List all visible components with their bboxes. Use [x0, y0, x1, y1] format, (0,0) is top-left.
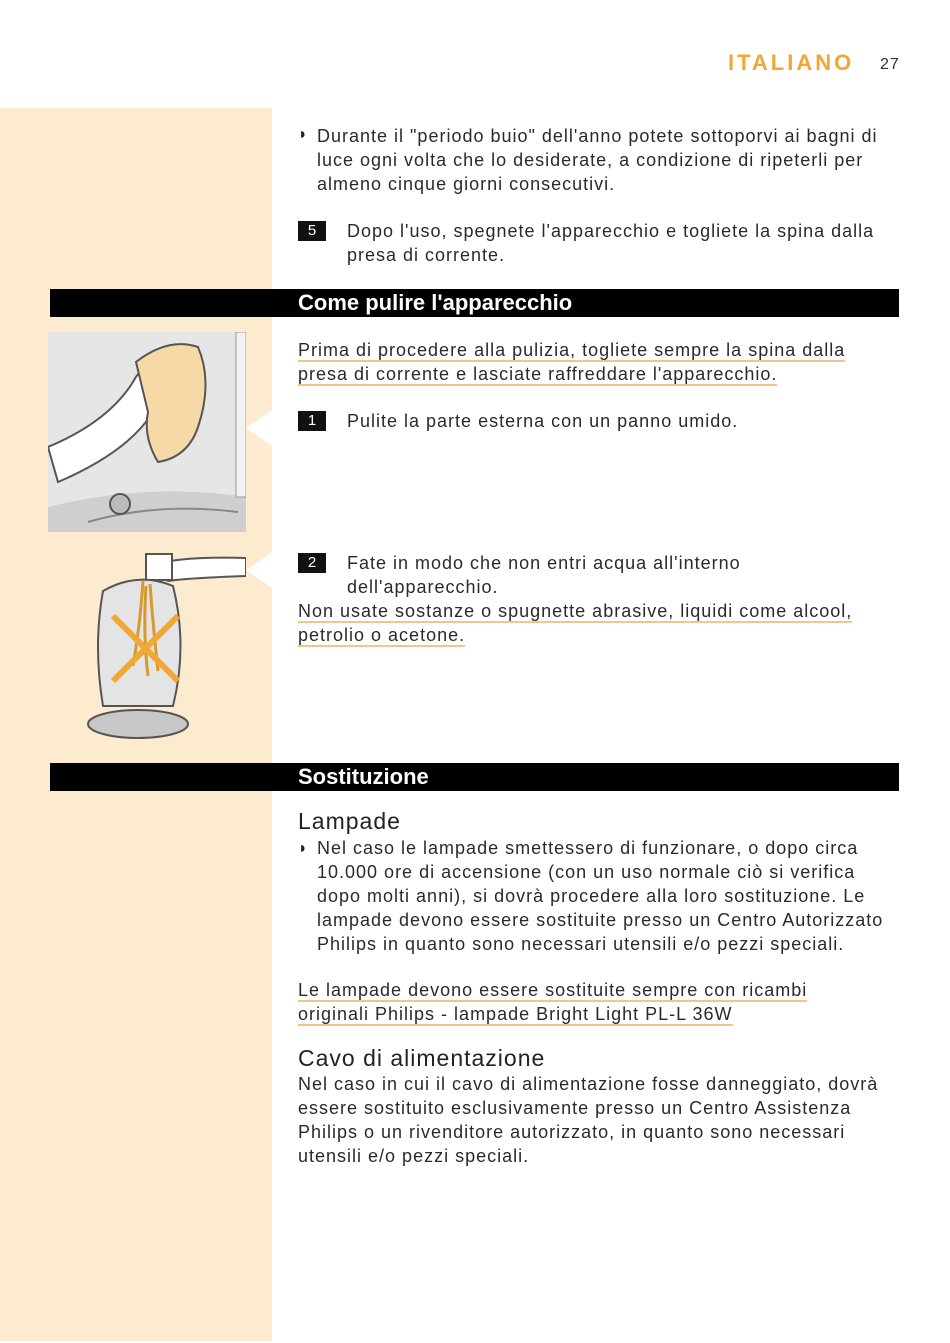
- section-title-cleaning: Come pulire l'apparecchio: [298, 290, 573, 315]
- step-number-2: 2: [298, 553, 326, 573]
- step-number-5: 5: [298, 221, 326, 241]
- step-2-text: Fate in modo che non entri acqua all'interno dell'apparecchio.: [347, 553, 741, 597]
- pointer-arrow: [246, 410, 272, 446]
- cleaning-warning: [298, 338, 888, 386]
- abrasives-warning-text: Non usate sostanze o spugnette abrasive, liquidi come alcool, petrolio o acetone.: [298, 601, 853, 645]
- section-bar-replacement: [50, 763, 899, 791]
- cleaning-cloth-illustration: [48, 332, 246, 532]
- language-header: ITALIANO: [728, 50, 855, 75]
- step-number-1: 1: [298, 411, 326, 431]
- step-5-text: Dopo l'uso, spegnete l'apparecchio e togliete la spina dalla presa di corrente.: [347, 221, 875, 265]
- no-water-illustration: [48, 546, 246, 744]
- cleaning-warning-text: Prima di procedere alla pulizia, togliete sempre la spina dalla presa di corrente e lasciate raffreddare l'apparecchio.: [298, 340, 846, 384]
- section-title-replacement: Sostituzione: [298, 764, 429, 789]
- pointer-arrow-2: [246, 552, 272, 588]
- intro-bullet-text: Durante il "periodo buio" dell'anno potete sottoporvi ai bagni di luce ogni volta che lo desiderate, a condizione di ripeterli per almeno cinque giorni consecutivi.: [317, 126, 878, 194]
- step-1-text: Pulite la parte esterna con un panno umido.: [347, 411, 739, 431]
- cord-text: Nel caso in cui il cavo di alimentazione fosse danneggiato, dovrà essere sostituito esclusivamente presso un Centro Assistenza Philips o un rivenditore autorizzato, in quanto sono necessari utensili e/o pezzi speciali.: [298, 1074, 879, 1166]
- page-number: 27: [880, 56, 900, 73]
- abrasives-warning: [298, 599, 890, 647]
- lamps-note: [298, 978, 868, 1026]
- bullet-icon-2: ◗: [298, 840, 308, 857]
- cord-heading: Cavo di alimentazione: [298, 1045, 546, 1071]
- section-bar-cleaning: [50, 289, 899, 317]
- bullet-icon: ◗: [298, 126, 308, 143]
- lamps-bullet-text: Nel caso le lampade smettessero di funzionare, o dopo circa 10.000 ore di accensione (con un uso normale ciò si verifica dopo molti anni), si dovrà procedere alla loro sostituzione. Le lampade devono essere sostituite presso un Centro Autorizzato Philips in quanto sono necessari utensili e/o pezzi speciali.: [317, 838, 884, 954]
- lamps-heading: Lampade: [298, 808, 401, 834]
- lamps-note-text: Le lampade devono essere sostituite sempre con ricambi originali Philips - lampade Bright Light PL-L 36W: [298, 980, 808, 1024]
